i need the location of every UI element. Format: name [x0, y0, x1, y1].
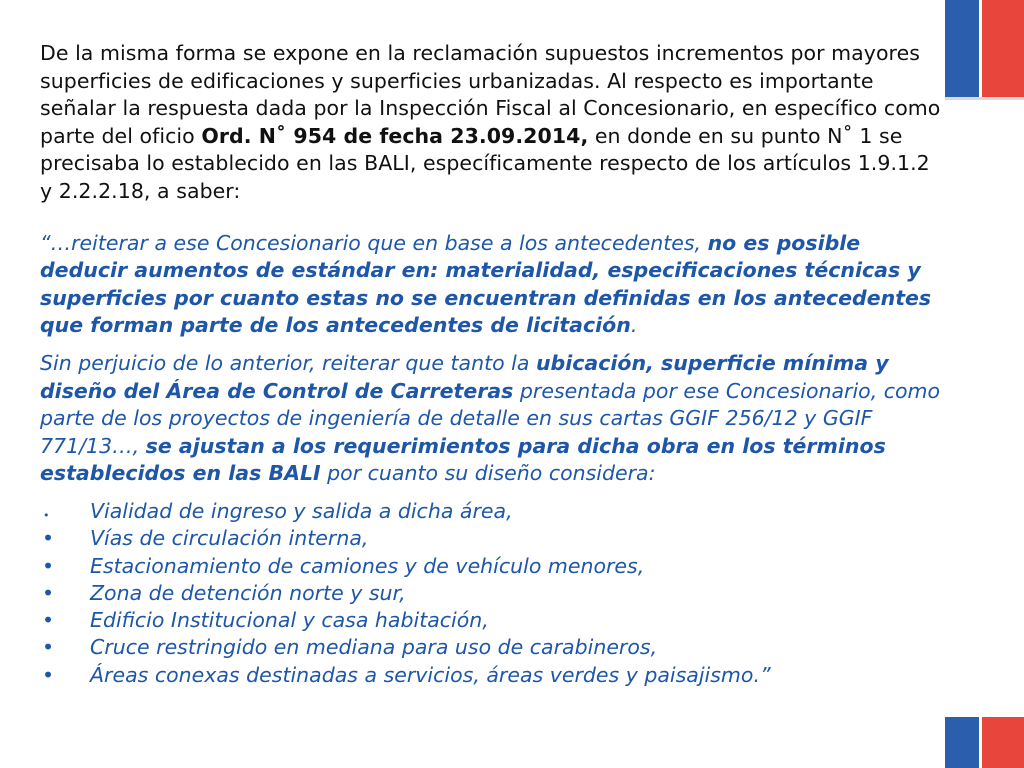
intro-text-1: De la misma forma se expone en la reclamación supuestos incrementos por mayores superficies de edificaciones y superficies urbanizadas. Al respecto es importante señalar la respuesta dada por la Inspección Fiscal al Concesionario, en específico como parte del oficio: [40, 41, 941, 148]
flag-red-bar: [982, 0, 1024, 97]
flag-decoration-bottom: [945, 717, 1024, 768]
quote-paragraph-1: [40, 230, 945, 340]
flag-shadow: [945, 97, 1024, 100]
list-item-text: Áreas conexas destinadas a servicios, áreas verdes y paisajismo.”: [90, 662, 771, 687]
bullet-icon: •: [42, 635, 55, 660]
list-item-text: Vías de circulación interna,: [90, 526, 369, 551]
flag-decoration-top: [945, 0, 1024, 97]
quote-paragraph-2: [40, 350, 945, 488]
bullet-icon: •: [42, 608, 55, 633]
quote2-text-1: Sin perjuicio de lo anterior, reiterar que tanto la: [40, 350, 536, 375]
list-item: [40, 607, 945, 634]
quote1-text-1: “…reiterar a ese Concesionario que en base a los antecedentes,: [40, 230, 708, 255]
bullet-icon: •: [42, 580, 55, 605]
list-item-text: Estacionamiento de camiones y de vehículo menores,: [90, 553, 645, 578]
quote2-text-3: por cuanto su diseño considera:: [320, 461, 656, 486]
list-item: [40, 553, 945, 580]
list-item: [40, 634, 945, 661]
intro-paragraph: [40, 40, 945, 206]
flag-blue-bar: [945, 717, 979, 768]
quote2-text-2: presentada por ese Concesionario, como parte de los proyectos de ingeniería de detalle en sus cartas GGIF 256/12 y GGIF 771/13…,: [40, 378, 941, 458]
quote2-bold-1: ubicación, superficie mínima y diseño del Área de Control de Carreteras: [40, 350, 889, 403]
bullet-icon: •: [42, 553, 55, 578]
list-item: [40, 498, 945, 525]
quote1-text-2: .: [630, 313, 638, 338]
list-item-text: Zona de detención norte y sur,: [90, 580, 406, 605]
requirements-list: [40, 498, 945, 689]
bullet-icon: •: [42, 526, 55, 551]
list-item: [40, 662, 945, 689]
flag-blue-bar: [945, 0, 979, 97]
bullet-icon: •: [43, 508, 50, 522]
list-item: [40, 580, 945, 607]
list-item-text: Cruce restringido en mediana para uso de carabineros,: [90, 635, 658, 660]
list-item: [40, 525, 945, 552]
list-item-text: Edificio Institucional y casa habitación,: [90, 608, 489, 633]
slide-body: [40, 40, 945, 689]
list-item-text: Vialidad de ingreso y salida a dicha área,: [90, 498, 513, 523]
bullet-icon: •: [42, 662, 55, 687]
quote1-bold: no es posible deducir aumentos de estándar en: materialidad, especificaciones técnicas y superficies por cuanto estas no se encuentran definidas en los antecedentes que forman parte de los antecedentes de licitación: [40, 230, 932, 338]
quote2-bold-2: se ajustan a los requerimientos para dicha obra en los términos establecidos en las BALI: [40, 433, 886, 486]
flag-red-bar: [982, 717, 1024, 768]
intro-text-2: en donde en su punto N˚ 1 se precisaba lo establecido en las BALI, específicamente respecto de los artículos 1.9.1.2 y 2.2.2.18, a saber:: [40, 123, 930, 203]
intro-bold-reference: Ord. N˚ 954 de fecha 23.09.2014,: [201, 123, 589, 148]
